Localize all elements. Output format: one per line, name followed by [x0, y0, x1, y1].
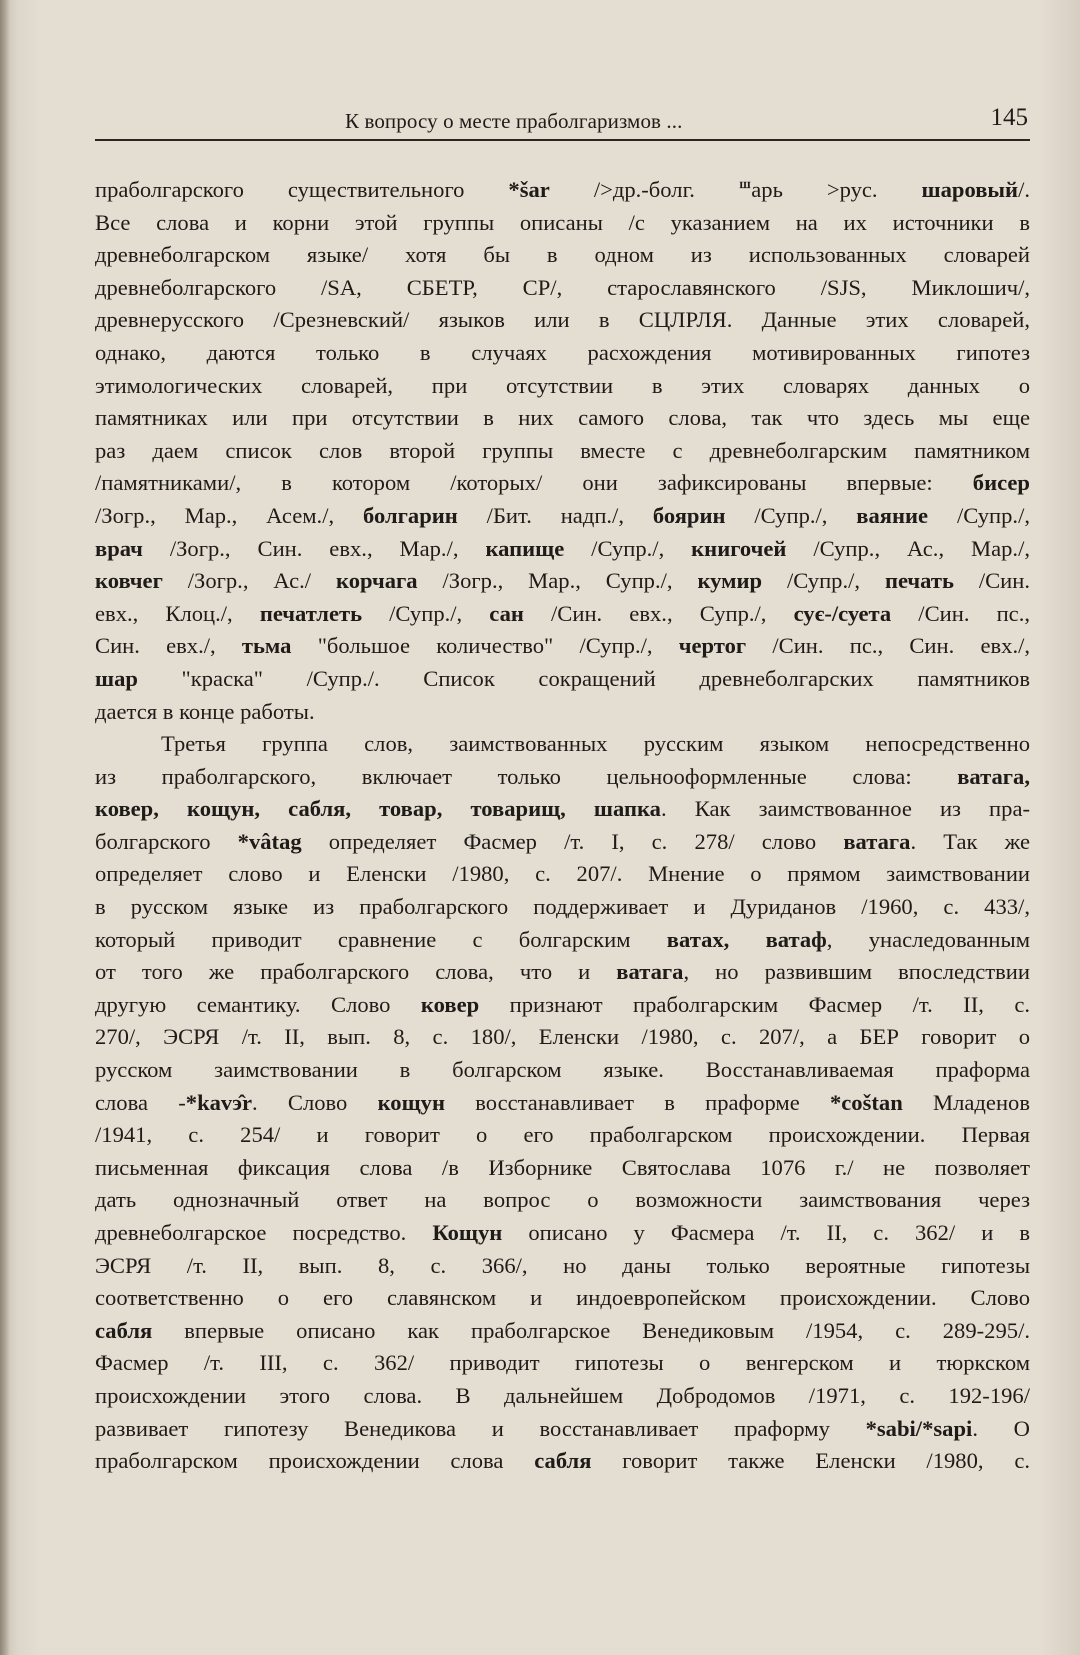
text-line: другую семантику. Слово ковер признают праболгарским Фасмер /т. II, с. — [95, 991, 1030, 1017]
text-line: Фасмер /т. III, с. 362/ приводит гипотезы о венгерском и тюркском — [95, 1350, 1030, 1376]
text-line: развивает гипотезу Венедикова и восстанавливает праформу *sabi/*sapi. О — [95, 1415, 1030, 1441]
text-line: который приводит сравнение с болгарским ватах, ватаф, унаследованным — [95, 926, 1030, 952]
text-line: /1941, с. 254/ и говорит о его праболгарском происхождении. Первая — [95, 1122, 1030, 1148]
paragraph-1 — [95, 174, 1030, 728]
text-line: ЭСРЯ /т. II, вып. 8, с. 366/, но даны только вероятные гипотезы — [95, 1252, 1030, 1278]
text-line: шар "краска" /Супр./. Список сокращений древнеболгарских памятников — [95, 665, 1030, 691]
text-line: древнеболгарского /SA, СБЕТР, СР/, старославянского /SJS, Миклошич/, — [95, 274, 1030, 300]
running-title: К вопросу о месте праболгаризмов ... — [345, 109, 683, 133]
text-line: болгарского *vâtag определяет Фасмер /т. I, с. 278/ слово ватага. Так же — [95, 828, 1030, 854]
text-line: древнерусского /Срезневский/ языков или в СЦЛРЛЯ. Данные этих словарей, — [95, 307, 1030, 333]
body-text — [95, 174, 1030, 1478]
text-line: древнеболгарское посредство. Кощун описано у Фасмера /т. II, с. 362/ и в — [95, 1220, 1030, 1245]
text-line: /памятниками/, в котором /которых/ они зафиксированы впервые: бисер — [95, 470, 1030, 496]
text-line: древнеболгарском языке/ хотя бы в одном из использованных словарей — [95, 242, 1030, 268]
text-line: происхождении этого слова. В дальнейшем Добродомов /1971, с. 192-196/ — [95, 1382, 1030, 1408]
text-line: врач /Зогр., Син. евх., Мар./, капище /Супр./, книгочей /Супр., Ас., Мар./, — [95, 535, 1031, 561]
text-line: Син. евх./, тьма "большое количество" /Супр./, чертог /Син. пс., Син. евх./, — [95, 633, 1031, 659]
text-line: евх., Клоц./, печатлеть /Супр./, сан /Син. евх., Супр./, сує-/суета /Син. пс., — [95, 600, 1030, 626]
text-line: однако, даются только в случаях расхождения мотивированных гипотез — [95, 339, 1030, 365]
text-line: сабля впервые описано как праболгарское Венедиковым /1954, с. 289-295/. — [95, 1317, 1030, 1343]
text-line: ковчег /Зогр., Ас./ корчага /Зогр., Мар., Супр./, кумир /Супр./, печать /Син. — [95, 568, 1031, 594]
text-line: /Зогр., Мар., Асем./, болгарин /Бит. надп./, боярин /Супр./, ваяние /Супр./, — [95, 502, 1030, 528]
text-line: в русском языке из праболгарского поддерживает и Дуриданов /1960, с. 433/, — [95, 894, 1030, 920]
text-line: из праболгарского, включает только цельнооформленные слова: ватага, — [95, 763, 1030, 789]
text-line: ковер, кощун, сабля, товар, товарищ, шапка. Как заимствованное из пра- — [95, 796, 1030, 822]
text-line: письменная фиксация слова /в Изборнике Святослава 1076 г./ не позволяет — [95, 1154, 1030, 1180]
text-line: Все слова и корни этой группы описаны /с указанием на их источники в — [95, 209, 1030, 235]
text-line: раз даем список слов второй группы вместе с древнеболгарским памятником — [95, 437, 1030, 463]
running-header — [95, 103, 1030, 141]
text-line: определяет слово и Еленски /1980, с. 207/. Мнение о прямом заимствовании — [95, 861, 1030, 887]
text-line: праболгарском происхождении слова сабля говорит также Еленски /1980, с. — [95, 1448, 1030, 1474]
text-line: этимологических словарей, при отсутствии в этих словарях данных о — [95, 372, 1030, 398]
text-line: дать однозначный ответ на вопрос о возможности заимствования через — [95, 1187, 1030, 1213]
text-line: дается в конце работы. — [95, 698, 315, 724]
text-line: праболгарского существительного *šar />др.-болг. ⱎарь >рус. шаровый/. — [95, 177, 1030, 202]
text-line: 270/, ЭСРЯ /т. II, вып. 8, с. 180/, Еленски /1980, с. 207/, а БЕР говорит о — [95, 1024, 1030, 1050]
text-line: памятниках или при отсутствии в них самого слова, так что здесь мы еще — [95, 405, 1030, 431]
text-line: русском заимствовании в болгарском языке. Восстанавливаемая праформа — [95, 1057, 1030, 1083]
text-line: соответственно о его славянском и индоевропейском происхождении. Слово — [95, 1285, 1030, 1311]
paragraph-2 — [95, 728, 1030, 1478]
text-line: слова -*kavэ̂r. Слово кощун восстанавливает в праформе *coštan Младенов — [95, 1089, 1030, 1115]
page-number: 145 — [990, 104, 1028, 131]
page-spine-shadow — [0, 0, 10, 1655]
text-line: от того же праболгарского слова, что и ватага, но развившим впоследствии — [95, 959, 1030, 985]
text-line: Третья группа слов, заимствованных русским языком непосредственно — [161, 731, 1030, 757]
